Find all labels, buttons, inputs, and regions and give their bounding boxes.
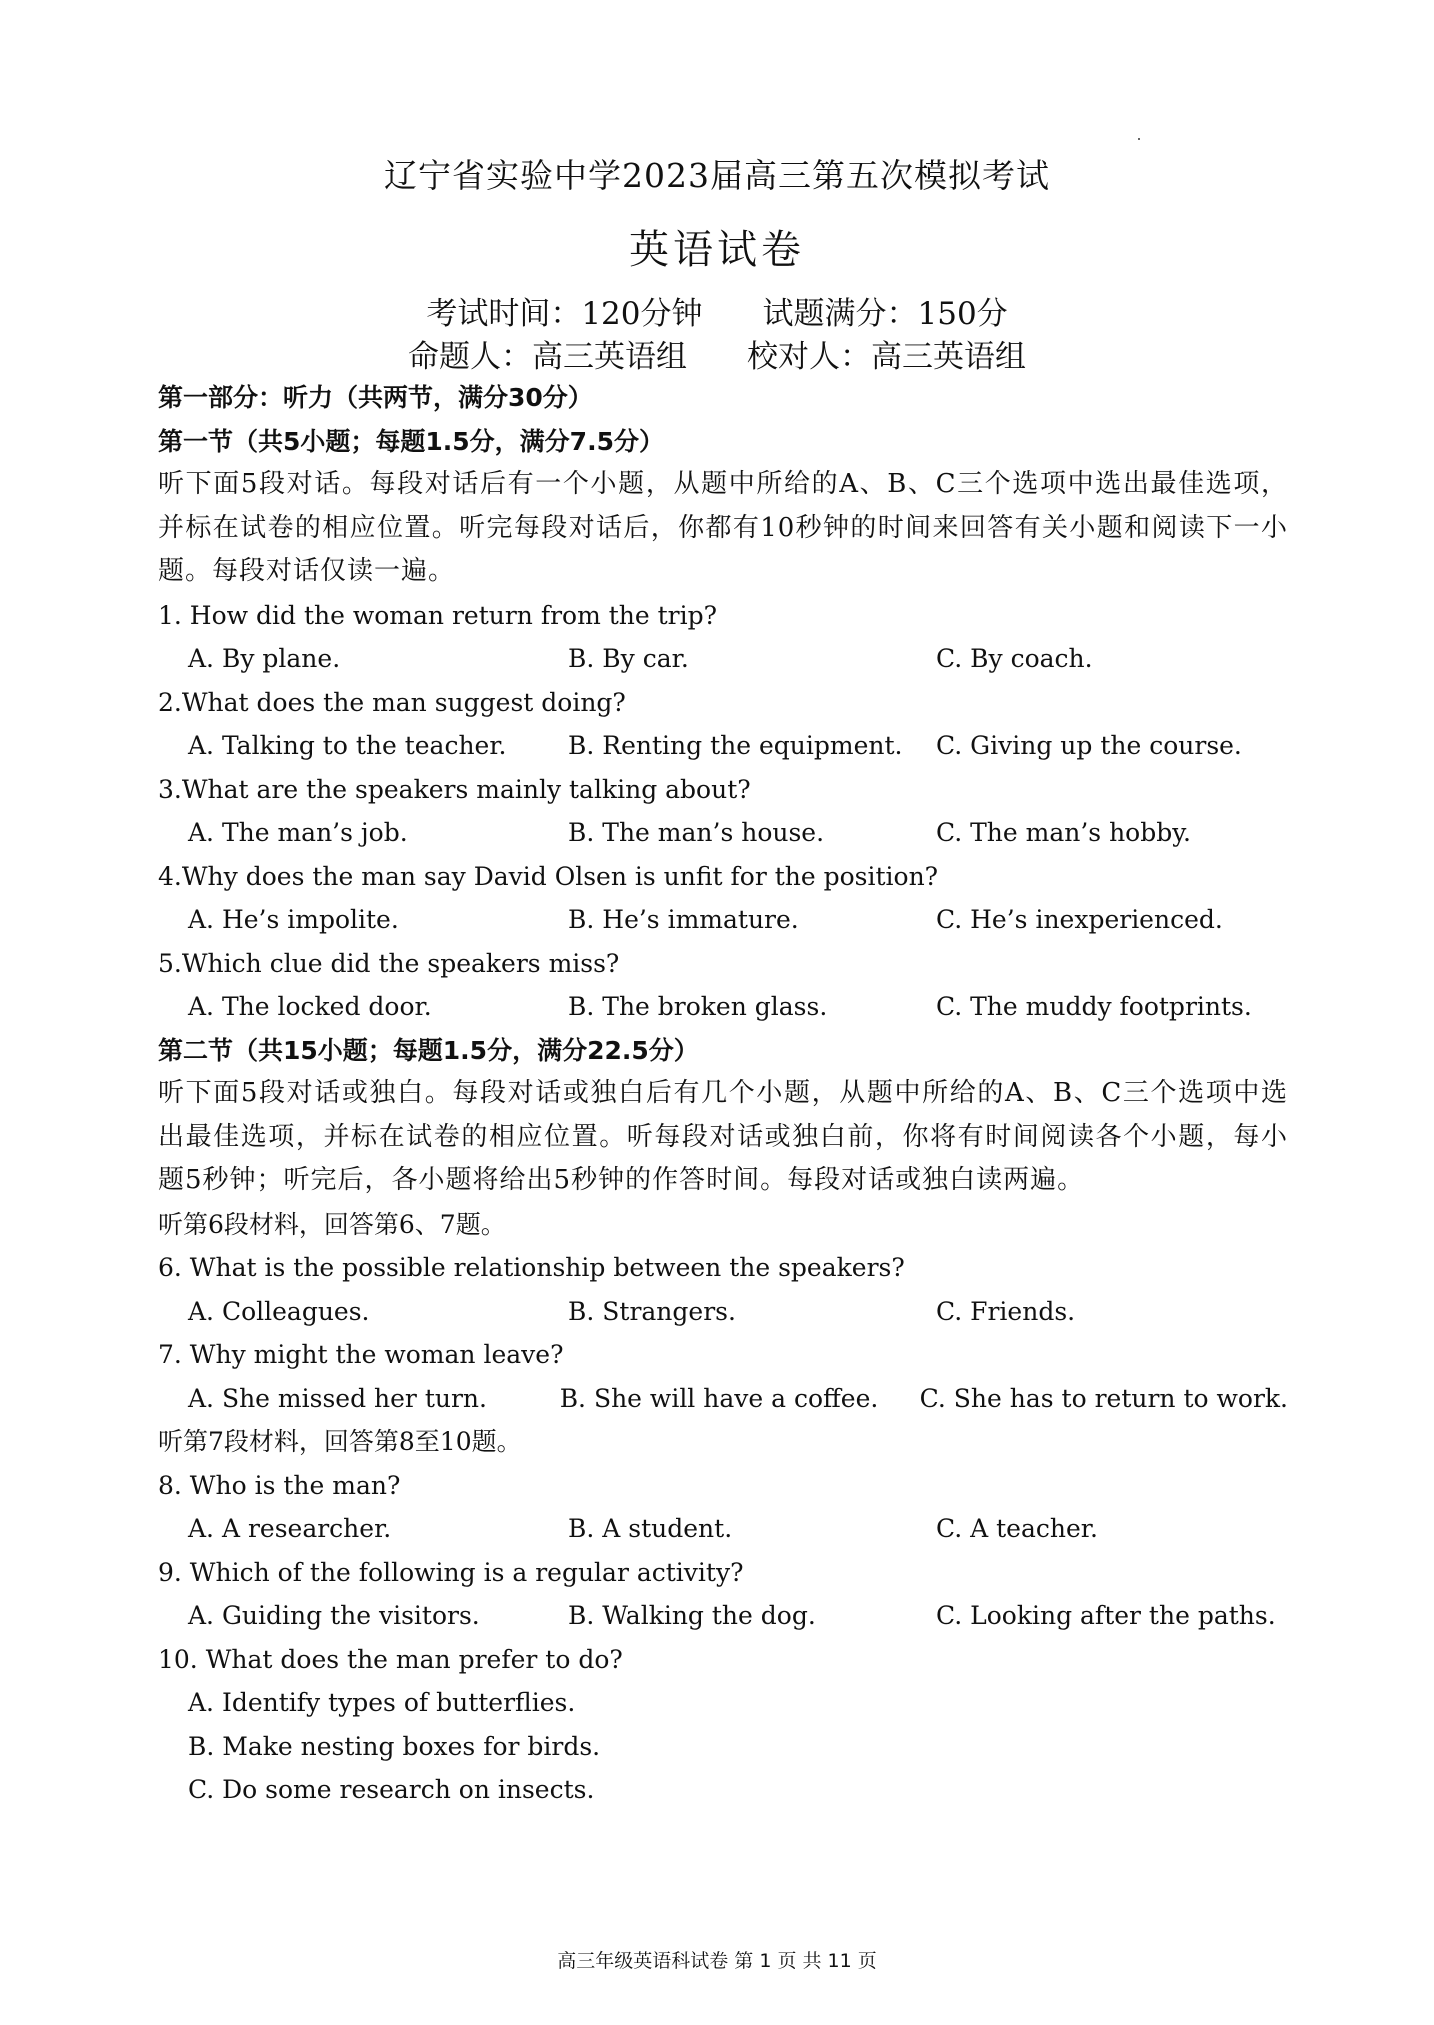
- exam-time-score: [0, 288, 1434, 333]
- section1-heading: 第一节（共5小题；每题1.5分，满分7.5分）: [158, 426, 664, 456]
- question-options: [158, 898, 1288, 942]
- question-options: [158, 637, 1288, 681]
- option-c: C. The muddy footprints.: [936, 992, 1252, 1021]
- question-text: 6. What is the possible relationship between the speakers?: [158, 1253, 905, 1282]
- option-b: B. By car.: [568, 644, 689, 673]
- exam-title: 辽宁省实验中学2023届高三第五次模拟考试: [384, 156, 1050, 195]
- material-note: 听第7段材料，回答第8至10题。: [158, 1427, 522, 1456]
- exam-author: 命题人：高三英语组: [408, 339, 687, 375]
- question-text: 2.What does the man suggest doing?: [158, 687, 626, 717]
- question-options: [158, 1377, 1288, 1421]
- option-c: C. Do some research on insects.: [188, 1775, 595, 1804]
- section2-instructions: 听下面5段对话或独白。每段对话或独白后有几个小题，从题中所给的A、B、C三个选项中选出最佳选项，并标在试卷的相应位置。听每段对话或独白前，你将有时间阅读各个小题，每小题5秒钟；听完后，各小题将给出5秒钟的作答时间。每段对话或独白读两遍。: [158, 1078, 1288, 1195]
- exam-content: [158, 376, 1288, 1812]
- question-text: 8. Who is the man?: [158, 1470, 401, 1500]
- option-c: C. By coach.: [936, 644, 1093, 673]
- option-b: B. He’s immature.: [568, 905, 799, 934]
- question-options: [158, 1290, 1288, 1334]
- option-a: A. Identify types of butterflies.: [188, 1688, 576, 1717]
- option-b: B. Make nesting boxes for birds.: [188, 1731, 601, 1761]
- question-text: 4.Why does the man say David Olsen is unfit for the position?: [158, 861, 939, 891]
- scan-speck: [1138, 138, 1140, 140]
- option-c: C. Looking after the paths.: [936, 1601, 1276, 1630]
- question-options: [158, 724, 1288, 768]
- option-c: C. Friends.: [936, 1296, 1076, 1326]
- section1-instructions: 听下面5段对话。每段对话后有一个小题，从题中所给的A、B、C三个选项中选出最佳选项，并标在试卷的相应位置。听完每段对话后，你都有10秒钟的时间来回答有关小题和阅读下一小题。每段对话仅读一遍。: [158, 469, 1288, 586]
- question-text: 3.What are the speakers mainly talking about?: [158, 774, 751, 804]
- option-a: A. She missed her turn.: [188, 1383, 487, 1413]
- option-a: A. By plane.: [188, 644, 341, 673]
- option-b: B. Walking the dog.: [568, 1601, 816, 1630]
- option-c: C. She has to return to work.: [919, 1383, 1288, 1413]
- question-text: 7. Why might the woman leave?: [158, 1340, 564, 1369]
- option-c: C. The man’s hobby.: [936, 818, 1191, 847]
- question-text: 1. How did the woman return from the trip?: [158, 600, 718, 630]
- question-text: 10. What does the man prefer to do?: [158, 1644, 623, 1674]
- question-options: [158, 985, 1288, 1029]
- exam-full-score: 试题满分：150分: [762, 296, 1008, 332]
- option-b: B. The broken glass.: [568, 992, 828, 1021]
- option-a: A. He’s impolite.: [188, 905, 399, 934]
- section2-heading: 第二节（共15小题；每题1.5分，满分22.5分）: [158, 1035, 699, 1065]
- exam-authors: [0, 331, 1434, 376]
- option-c: C. He’s inexperienced.: [936, 905, 1223, 934]
- exam-time: 考试时间：120分钟: [426, 296, 703, 332]
- option-a: A. Talking to the teacher.: [188, 731, 507, 760]
- option-a: A. The locked door.: [188, 992, 432, 1021]
- question-options: [158, 811, 1288, 855]
- exam-subtitle: 英语试卷: [629, 227, 805, 273]
- option-b: B. Strangers.: [568, 1296, 736, 1326]
- question-text: 5.Which clue did the speakers miss?: [158, 948, 620, 978]
- option-b: B. The man’s house.: [568, 818, 825, 847]
- part1-heading: 第一部分：听力（共两节，满分30分）: [158, 383, 593, 412]
- option-b: B. A student.: [568, 1514, 733, 1543]
- option-a: A. Guiding the visitors.: [188, 1601, 480, 1630]
- option-a: A. The man’s job.: [188, 818, 408, 847]
- option-c: C. Giving up the course.: [936, 731, 1242, 760]
- exam-checker: 校对人：高三英语组: [747, 339, 1026, 375]
- option-b: B. Renting the equipment.: [568, 731, 903, 760]
- question-options: [158, 1594, 1288, 1638]
- option-a: A. Colleagues.: [188, 1296, 370, 1326]
- question-options: [158, 1507, 1288, 1551]
- option-b: B. She will have a coffee.: [559, 1383, 879, 1413]
- option-c: C. A teacher.: [936, 1514, 1098, 1543]
- material-note: 听第6段材料，回答第6、7题。: [158, 1209, 506, 1239]
- question-text: 9. Which of the following is a regular activity?: [158, 1557, 744, 1587]
- option-a: A. A researcher.: [188, 1514, 392, 1543]
- page-footer: 高三年级英语科试卷 第 1 页 共 11 页: [557, 1950, 877, 1972]
